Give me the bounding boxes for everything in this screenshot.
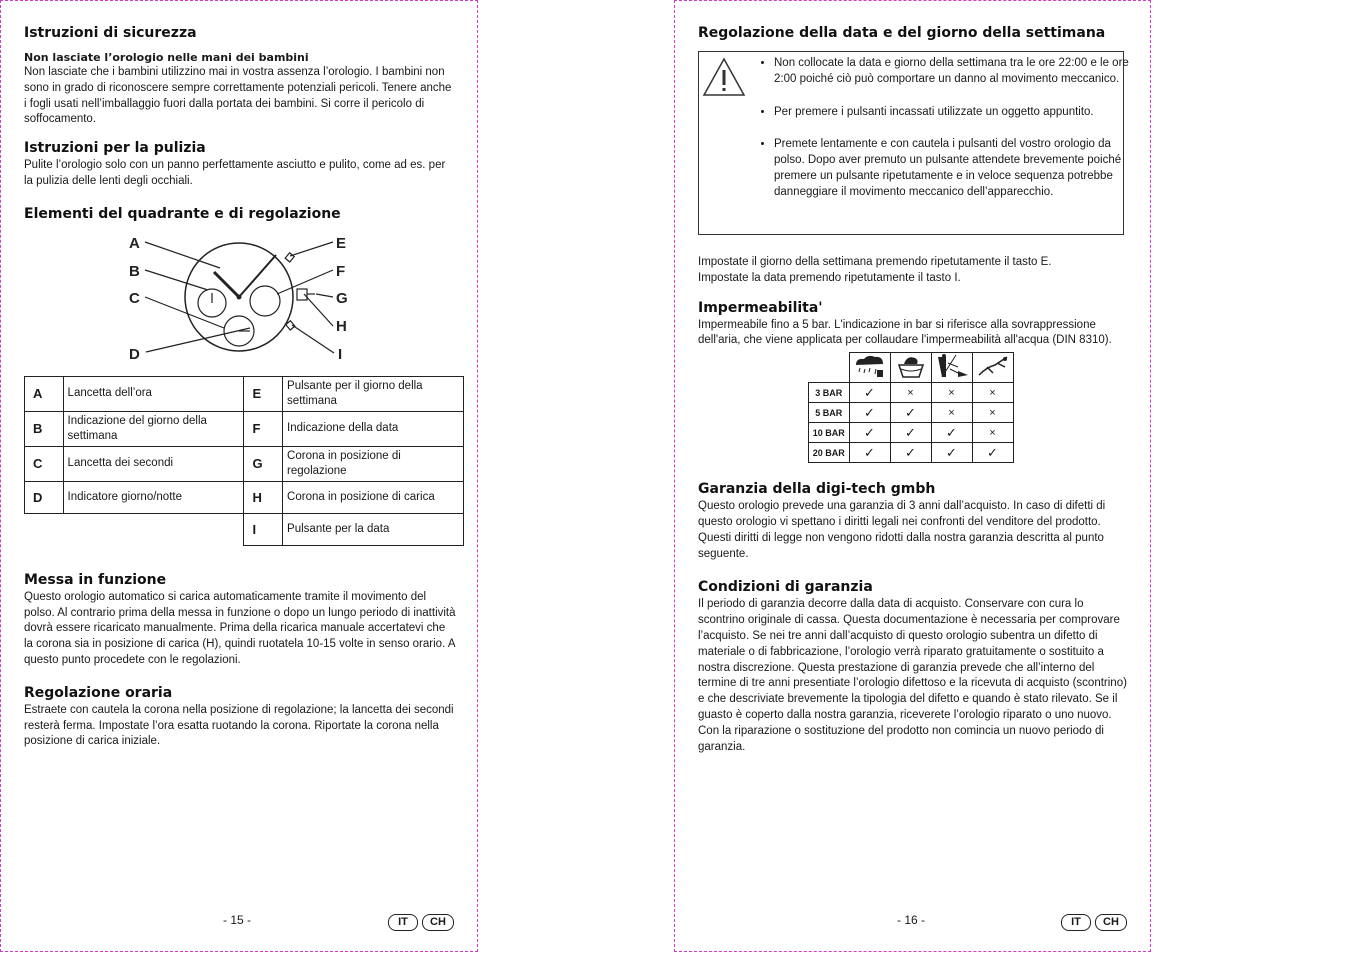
warranty-text: Questo orologio prevede una garanzia di 3 anni dall’acquisto. In caso di difetti di questo orologio vi spettano i diritti legali nei confronti del venditore del prodotto. Questi diritti di legge non vengono ridotti dalla nostra garanzia descritta al punto seguente.: [698, 500, 1106, 560]
check-mark-icon: ✓: [849, 383, 890, 403]
parts-table-row: [25, 513, 464, 545]
startup-title: Messa in funzione: [24, 571, 167, 588]
cross-mark-icon: ×: [890, 383, 931, 403]
check-mark-icon: ✓: [972, 443, 1013, 463]
lang-badge-it: IT: [1061, 914, 1091, 931]
diagram-letter-e: E: [336, 234, 347, 252]
part-key: C: [25, 446, 64, 481]
watch-diagram: [24, 228, 456, 368]
diagram-letter-a: A: [129, 234, 140, 252]
warning-item: • Premete lentamente e con cautela i pulsanti del vostro orologio da polso. Dopo aver premuto un pulsante attendete brevemente poiché premere un pulsante ripetutamente e in veloce sequenza potrebbe danneggiare il movimento meccanico dell’apparecchio.: [774, 137, 1134, 200]
diagram-letter-g: G: [336, 289, 348, 307]
swimming-icon: [972, 353, 1013, 383]
water-table-row: [809, 443, 1014, 463]
water-table-row: [809, 383, 1014, 403]
lang-badge-it: IT: [388, 914, 418, 931]
date-text-2: Impostate la data premendo ripetutamente il tasto I.: [698, 271, 961, 284]
time-title: Regolazione oraria: [24, 684, 173, 701]
part-key: B: [25, 411, 64, 446]
part-key: F: [244, 411, 283, 446]
bar-rating-label: 5 BAR: [809, 403, 850, 423]
part-description: Corona in posizione di carica: [283, 481, 464, 513]
check-mark-icon: ✓: [849, 403, 890, 423]
check-mark-icon: ✓: [890, 423, 931, 443]
part-description: Lancetta dell’ora: [63, 376, 244, 411]
part-key: G: [244, 446, 283, 481]
shower-icon: [931, 353, 972, 383]
part-key: E: [244, 376, 283, 411]
part-description: Pulsante per il giorno della settimana: [283, 376, 464, 411]
cross-mark-icon: ×: [972, 383, 1013, 403]
page-number: - 16 -: [897, 913, 926, 927]
safety-text: Non lasciate che i bambini utilizzino mai in vostra assenza l’orologio. I bambini non sono in grado di riconoscere sempre correttamente potenziali pericoli. Tenere anche i fogli usati nell’imballaggio fuori dalla portata dei bambini. Si corre il pericolo di soffocamento.: [24, 66, 452, 126]
water-table-row: [809, 403, 1014, 423]
cross-mark-icon: ×: [972, 423, 1013, 443]
warranty-title: Garanzia della digi-tech gmbh: [698, 481, 936, 498]
diagram-letter-f: F: [336, 262, 346, 280]
warning-list: [759, 56, 1134, 218]
warning-box: [698, 51, 1129, 235]
part-description: Pulsante per la data: [283, 513, 464, 545]
part-key: D: [25, 481, 64, 513]
check-mark-icon: ✓: [931, 443, 972, 463]
time-text: Estraete con cautela la corona nella posizione di regolazione; la lancetta dei secondi resterà ferma. Impostate l’ora esatta ruotando la corona. Riportate la corona nella posizione di carica iniziale.: [24, 703, 454, 748]
bar-rating-label: 3 BAR: [809, 383, 850, 403]
cleaning-text: Pulite l’orologio solo con un panno perfettamente asciutto e pulito, come ad es. per la pulizia delle lenti degli occhiali.: [24, 159, 446, 187]
empty-cell: [63, 513, 244, 545]
warning-item: • Per premere i pulsanti incassati utilizzate un oggetto appuntito.: [774, 105, 1134, 121]
part-description: Indicazione del giorno della settimana: [63, 411, 244, 446]
warning-item: • Non collocate la data e giorno della settimana tra le ore 22:00 e le ore 2:00 poiché ciò può comportare un danno al movimento meccanico.: [774, 56, 1134, 88]
cross-mark-icon: ×: [972, 403, 1013, 423]
diagram-letter-i: I: [338, 345, 343, 363]
parts-table: [24, 376, 464, 546]
water-table-row: [809, 423, 1014, 443]
diagram-letter-h: H: [336, 317, 347, 335]
rain-splash-icon: [849, 353, 890, 383]
diagram-letter-d: D: [129, 345, 140, 363]
bar-rating-label: 10 BAR: [809, 423, 850, 443]
check-mark-icon: ✓: [890, 443, 931, 463]
part-description: Indicazione della data: [283, 411, 464, 446]
lang-badge-ch: CH: [422, 914, 454, 931]
page-number: - 15 -: [223, 913, 252, 927]
date-text-1: Impostate il giorno della settimana premendo ripetutamente il tasto E.: [698, 256, 1052, 268]
check-mark-icon: ✓: [931, 423, 972, 443]
check-mark-icon: ✓: [849, 443, 890, 463]
lang-badge-ch: CH: [1095, 914, 1127, 931]
cross-mark-icon: ×: [931, 383, 972, 403]
safety-subtitle: Non lasciate l’orologio nelle mani dei bambini: [24, 51, 309, 64]
diagram-letter-b: B: [129, 262, 140, 280]
conditions-text: Il periodo di garanzia decorre dalla data di acquisto. Conservare con cura lo scontrino originale di cassa. Questa documentazione è necessaria per comprovare l’acquisto. Se nei tre anni dall’acquisto di questo orologio subentra un difetto di materiale o di fabbricazione, l’orologio verrà riparato gratuitamente o sostituito a nostra discrezione. Questa prestazione di garanzia prevede che all’interno del termine di tre anni presentiate l’orologio difettoso e la ricevuta di acquisto (scontrino) e che descriviate brevemente la tipologia del difetto e quando è stato rilevato. Se il guasto è coperto dalla nostra garanzia, riceverete l’orologio riparato o uno nuovo. Con la riparazione o sostituzione del prodotto non comincia un nuovo periodo di garanzia.: [698, 598, 1127, 753]
parts-table-row: [25, 446, 464, 481]
cross-mark-icon: ×: [931, 403, 972, 423]
warning-triangle-icon: [702, 57, 746, 97]
water-resistance-table: [808, 352, 1014, 463]
watch-face-svg: [24, 228, 456, 368]
diagram-letter-c: C: [129, 289, 140, 307]
part-description: Lancetta dei secondi: [63, 446, 244, 481]
elements-title: Elementi del quadrante e di regolazione: [24, 205, 341, 222]
right-page: [674, 0, 1151, 952]
part-key: A: [25, 376, 64, 411]
part-description: Indicatore giorno/notte: [63, 481, 244, 513]
date-title: Regolazione della data e del giorno della settimana: [698, 25, 1106, 41]
empty-cell: [25, 513, 64, 545]
water-text: Impermeabile fino a 5 bar. L'indicazione in bar si riferisce alla sovrappressione dell'aria, che viene applicata per collaudare l'impermeabilità all'acqua (DIN 8310).: [698, 318, 1112, 347]
part-key: I: [244, 513, 283, 545]
bar-rating-label: 20 BAR: [809, 443, 850, 463]
conditions-title: Condizioni di garanzia: [698, 579, 873, 596]
startup-text: Questo orologio automatico si carica automaticamente tramite il movimento del polso. Al contrario prima della messa in funzione o dopo un lungo periodo di inattività dovrà essere ricaricato manualmente. Prima della ricarica manuale accertatevi che la corona sia in posizione di carica (H), quindi ruotatela 10-15 volte in senso orario. A questo punto procedete con le regolazioni.: [24, 590, 456, 666]
parts-table-row: [25, 481, 464, 513]
parts-table-row: [25, 411, 464, 446]
washing-icon: [890, 353, 931, 383]
safety-title: Istruzioni di sicurezza: [24, 25, 197, 41]
part-key: H: [244, 481, 283, 513]
parts-table-row: [25, 376, 464, 411]
part-description: Corona in posizione di regolazione: [283, 446, 464, 481]
check-mark-icon: ✓: [890, 403, 931, 423]
left-page: [0, 0, 478, 952]
cleaning-title: Istruzioni per la pulizia: [24, 140, 206, 157]
check-mark-icon: ✓: [849, 423, 890, 443]
water-title: Impermeabilita': [698, 299, 823, 316]
